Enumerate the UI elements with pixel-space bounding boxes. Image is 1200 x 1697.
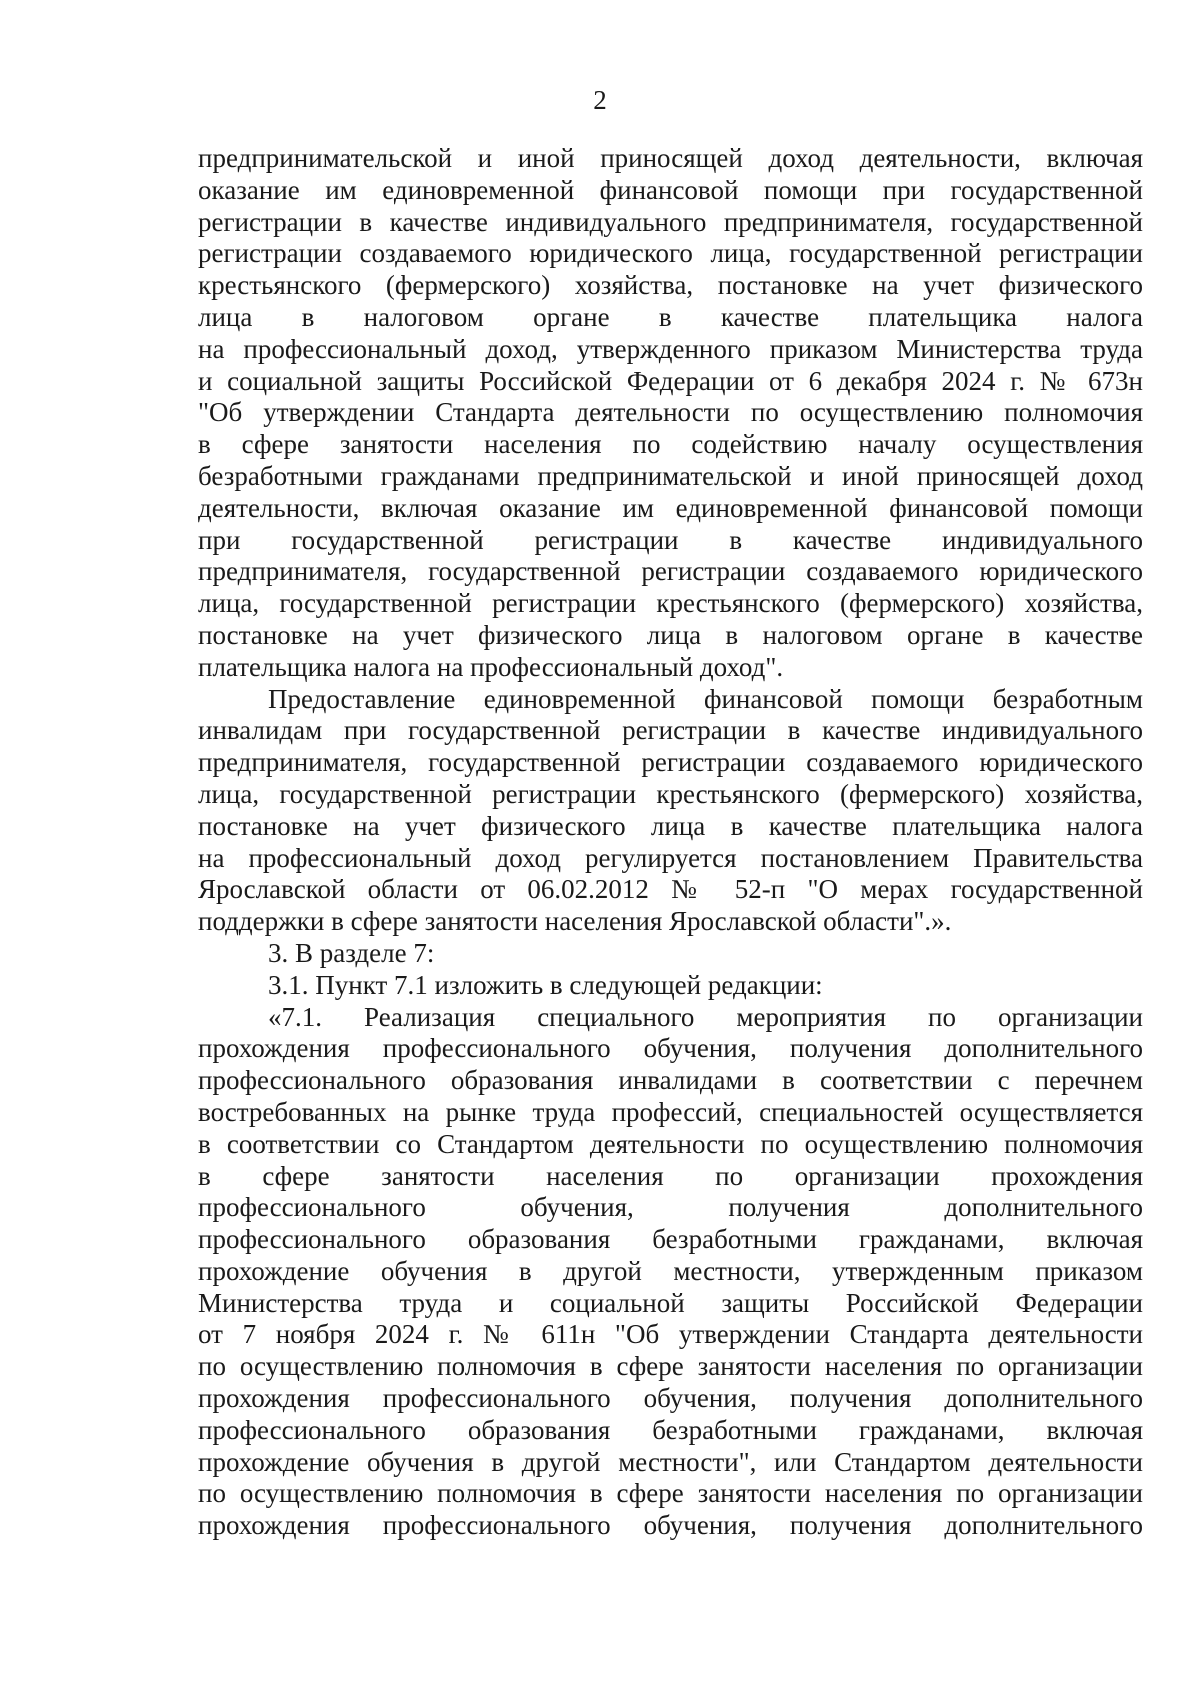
text-line: прохождения профессионального обучения, получения дополнительного <box>198 1383 1143 1414</box>
text-line: профессионального образования безработными гражданами, включая <box>198 1414 1143 1445</box>
text-line: при государственной регистрации в качестве индивидуального <box>198 524 1143 555</box>
text-line: оказание им единовременной финансовой помощи при государственной <box>198 174 1143 205</box>
text-line: крестьянского (фермерского) хозяйства, постановке на учет физического <box>198 270 1143 301</box>
page-number: 2 <box>593 85 607 115</box>
text-line: лица в налоговом органе в качестве плательщика налога <box>198 301 1143 332</box>
text-line: прохождение обучения в другой местности, утвержденным приказом <box>198 1255 1143 1286</box>
text-line: «7.1. Реализация специального мероприятия по организации <box>268 1001 1143 1032</box>
text-line: профессионального обучения, получения дополнительного <box>198 1192 1143 1223</box>
text-line: инвалидам при государственной регистрации в качестве индивидуального <box>198 715 1143 746</box>
text-line: на профессиональный доход, утвержденного приказом Министерства труда <box>198 333 1143 364</box>
text-line: "Об утверждении Стандарта деятельности по осуществлению полномочия <box>198 397 1143 428</box>
text-line: поддержки в сфере занятости населения Ярославской области".». <box>198 906 952 937</box>
text-line: по осуществлению полномочия в сфере занятости населения по организации <box>198 1351 1143 1382</box>
text-line: лица, государственной регистрации крестьянского (фермерского) хозяйства, <box>198 778 1143 809</box>
text-line: безработными гражданами предпринимательской и иной приносящей доход <box>198 460 1143 491</box>
document-body <box>198 143 1143 1542</box>
text-line: по осуществлению полномочия в сфере занятости населения по организации <box>198 1478 1143 1509</box>
text-line: прохождение обучения в другой местности", или Стандартом деятельности <box>198 1446 1143 1477</box>
text-line: Ярославской области от 06.02.2012 № 52-п "О мерах государственной <box>198 874 1143 905</box>
text-line: 3. В разделе 7: <box>268 937 435 968</box>
text-line: Предоставление единовременной финансовой помощи безработным <box>268 683 1143 714</box>
text-line: в сфере занятости населения по содействию началу осуществления <box>198 429 1143 460</box>
text-line: профессионального образования инвалидами в соответствии с перечнем <box>198 1065 1143 1096</box>
text-line: на профессиональный доход регулируется постановлением Правительства <box>198 842 1143 873</box>
text-line: постановке на учет физического лица в качестве плательщика налога <box>198 810 1143 841</box>
text-line: предпринимательской и иной приносящей доход деятельности, включая <box>198 143 1143 173</box>
text-line: постановке на учет физического лица в налоговом органе в качестве <box>198 619 1143 650</box>
text-line: Министерства труда и социальной защиты Российской Федерации <box>198 1287 1143 1318</box>
text-line: предпринимателя, государственной регистрации создаваемого юридического <box>198 747 1143 778</box>
text-line: в соответствии со Стандартом деятельности по осуществлению полномочия <box>198 1128 1143 1159</box>
text-line: в сфере занятости населения по организации прохождения <box>198 1160 1143 1191</box>
text-line: деятельности, включая оказание им единовременной финансовой помощи <box>198 492 1143 523</box>
text-line: прохождения профессионального обучения, получения дополнительного <box>198 1510 1143 1541</box>
text-line: востребованных на рынке труда профессий, специальностей осуществляется <box>198 1096 1143 1127</box>
text-line: регистрации в качестве индивидуального предпринимателя, государственной <box>198 206 1143 237</box>
text-line: прохождения профессионального обучения, получения дополнительного <box>198 1033 1143 1064</box>
text-line: регистрации создаваемого юридического лица, государственной регистрации <box>198 238 1143 269</box>
text-line: и социальной защиты Российской Федерации от 6 декабря 2024 г. № 673н <box>198 365 1143 396</box>
text-line: предпринимателя, государственной регистрации создаваемого юридического <box>198 556 1143 587</box>
text-line: от 7 ноября 2024 г. № 611н "Об утверждении Стандарта деятельности <box>198 1319 1143 1350</box>
text-line: профессионального образования безработными гражданами, включая <box>198 1224 1143 1255</box>
text-line: лица, государственной регистрации крестьянского (фермерского) хозяйства, <box>198 588 1143 619</box>
text-line: 3.1. Пункт 7.1 изложить в следующей редакции: <box>268 969 823 1000</box>
text-line: плательщика налога на профессиональный доход". <box>198 651 784 682</box>
